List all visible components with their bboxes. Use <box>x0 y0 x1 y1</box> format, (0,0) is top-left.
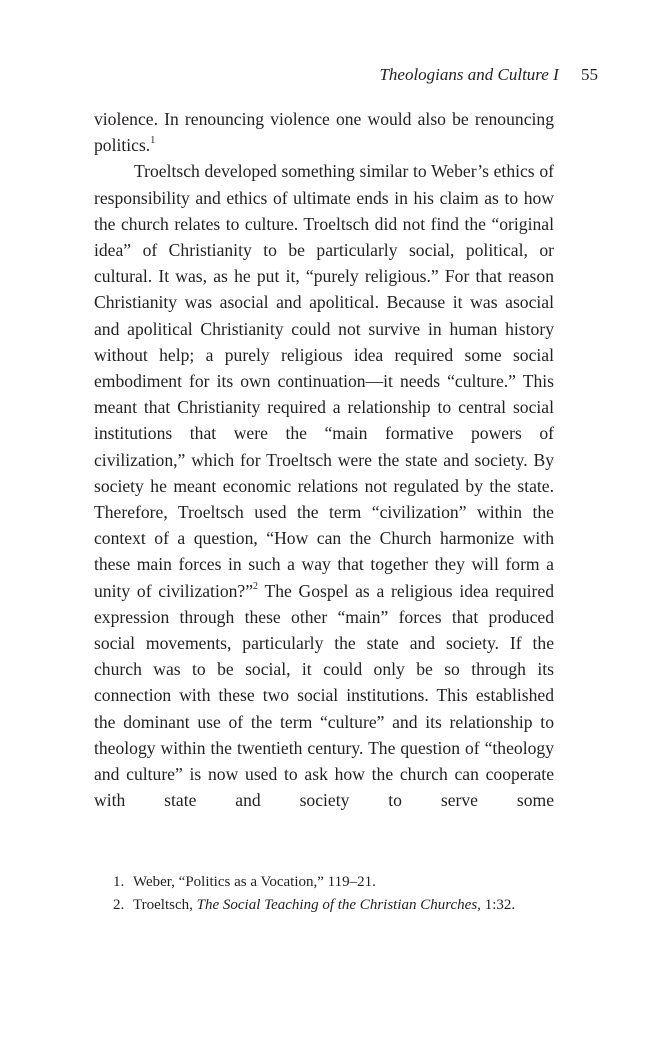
footnote-2-pages: 1:32. <box>480 896 516 913</box>
paragraph-1-text: violence. In renouncing violence one would also be renouncing politics. <box>94 109 554 156</box>
footnote-2-number: 2. <box>113 896 125 913</box>
footnote-2 <box>113 894 553 917</box>
paragraph-1 <box>94 106 554 158</box>
footnote-1-number: 1. <box>113 874 125 890</box>
footnote-ref-2: 2 <box>253 580 259 592</box>
running-head <box>379 64 598 86</box>
footnote-2-title: The Social Teaching of the Christian Churches, <box>196 896 481 913</box>
paragraph-2 <box>94 158 554 813</box>
body-text <box>94 106 554 813</box>
paragraph-2-text-after-note: The Gospel as a religious idea required expression through these other “main” forces that produced social movements, particularly the state and society. If the church was to be social, it could only be so through its connection with these two social institutions. This established the dominant use of the term “culture” and its relationship to theology within the twentieth century. The question of “theology and culture” is now used to ask how the church can cooperate with state and society to serve some <box>94 580 554 811</box>
page-number: 55 <box>581 65 598 84</box>
footnote-1-text: Weber, “Politics as a Vocation,” 119–21. <box>133 874 376 890</box>
footnote-1 <box>113 871 553 894</box>
footnote-ref-1: 1 <box>150 135 156 147</box>
footnotes <box>113 871 553 916</box>
paragraph-2-text-before-note: Troeltsch developed something similar to Weber’s ethics of responsibility and ethics of ultimate ends in his claim as to how the church relates to culture. Troeltsch did not find the “original idea” of Christianity to be particularly social, political, or cultural. It was, as he put it, “purely religious.” For that reason Christianity was asocial and apolitical. Because it was asocial and apolitical Christianity could not survive in human history without help; a purely religious idea required some social embodiment for its own continuation—it needs “culture.” This meant that Christianity required a relationship to central social institutions that were the “main formative powers of civilization,” which for Troeltsch were the state and society. By society he meant economic relations not regulated by the state. Therefore, Troeltsch used the term “civilization” within the context of a question, “How can the Church harmonize with these main forces in such a way that together they will form a unity of civilization?” <box>94 161 554 601</box>
running-head-title: Theologians and Culture I <box>379 65 559 84</box>
footnote-2-author: Troeltsch, <box>133 896 197 913</box>
